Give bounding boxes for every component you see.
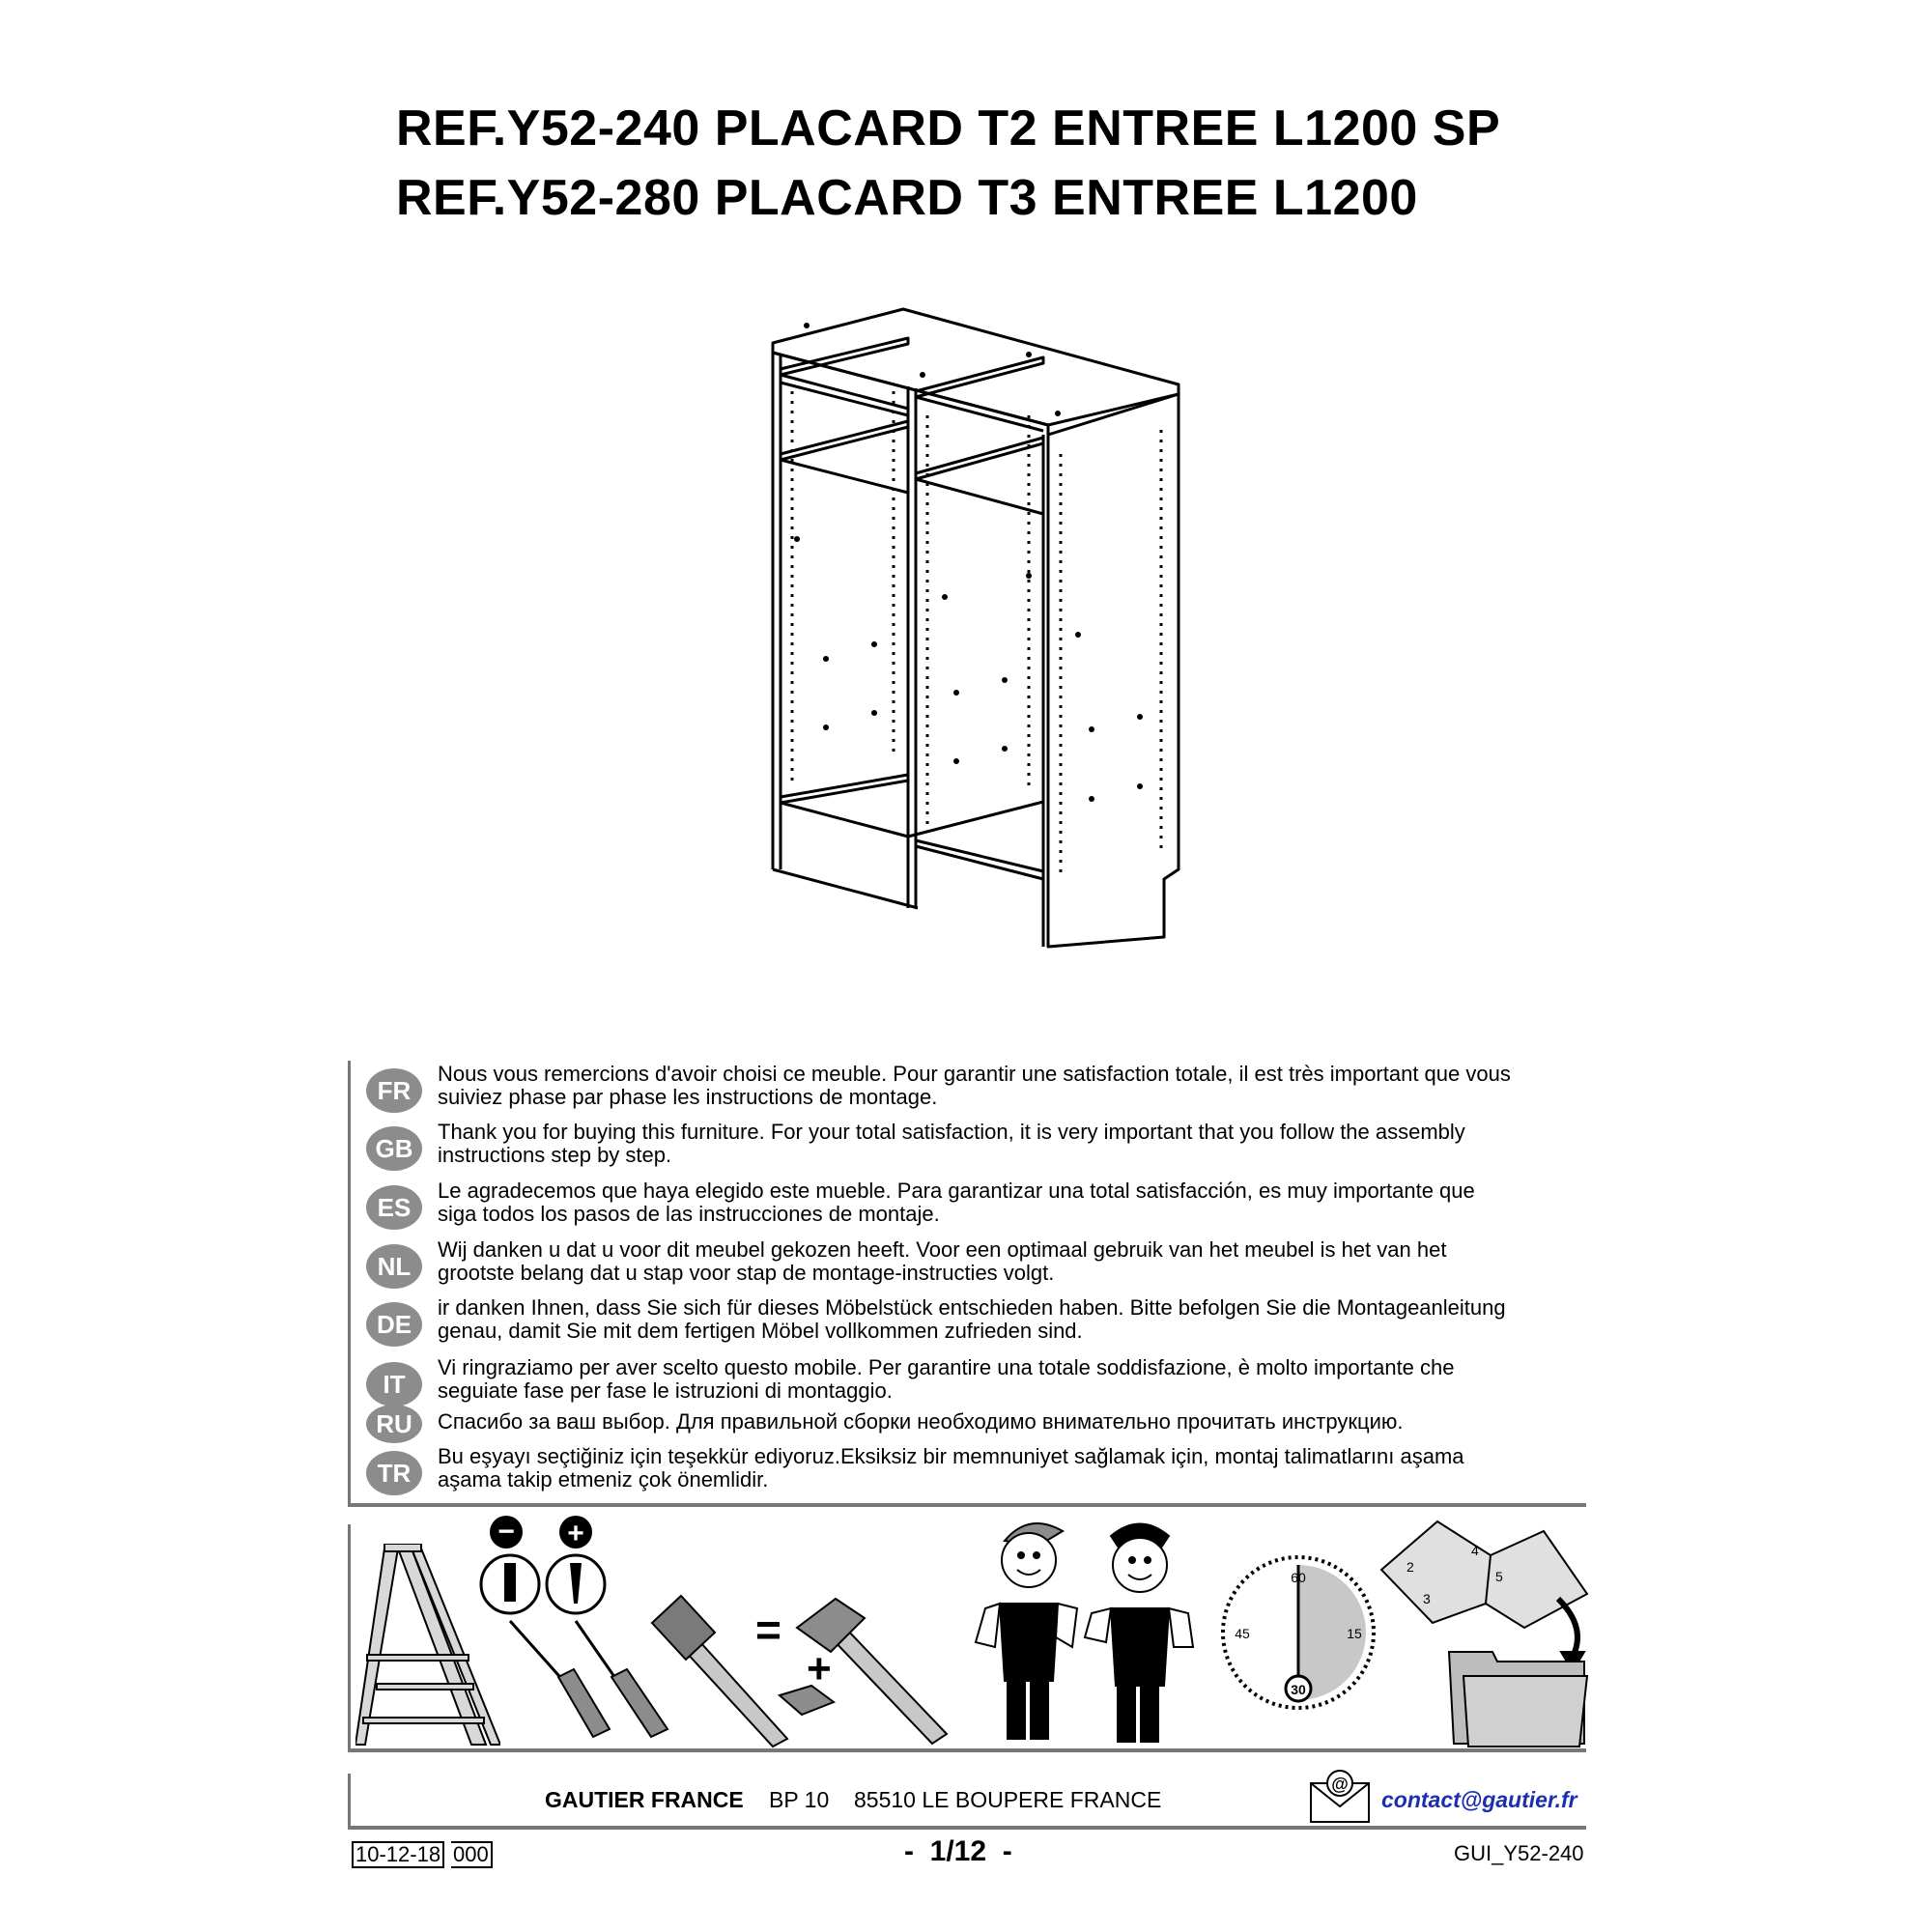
language-badge-nl: NL <box>366 1244 422 1289</box>
clock-label-15: 15 <box>1347 1626 1362 1641</box>
language-badge-fr: FR <box>366 1068 422 1113</box>
clock-label-45: 45 <box>1235 1626 1250 1641</box>
language-text-it-line2: seguiate fase per fase le istruzioni di montaggio. <box>438 1378 893 1403</box>
language-badge-gb: GB <box>366 1126 422 1171</box>
footer-revision: 000 <box>451 1841 493 1868</box>
booklet-page-3: 3 <box>1423 1591 1431 1606</box>
language-badge-es: ES <box>366 1185 422 1230</box>
document-code: GUI_Y52-240 <box>1454 1841 1584 1865</box>
language-text-fr-line1: Nous vous remercions d'avoir choisi ce meuble. Pour garantir une satisfaction totale, il est très important que vous <box>438 1062 1511 1086</box>
page-number: - 1/12 - <box>904 1835 1012 1867</box>
clock-label-60: 60 <box>1291 1570 1306 1585</box>
plus-sign: + <box>567 1518 584 1549</box>
title-line-2: REF.Y52-280 PLACARD T3 ENTREE L1200 <box>396 170 1418 226</box>
contact-email-link[interactable]: contact@gautier.fr <box>1381 1787 1577 1812</box>
language-text-ru-line1: Спасибо за ваш выбор. Для правильной сборки необходимо внимательно прочитать инструкцию. <box>438 1409 1404 1434</box>
language-text-tr-line2: aşama takip etmeniz çok önemlidir. <box>438 1467 769 1492</box>
language-text-nl-line1: Wij danken u dat u voor dit meubel gekozen heeft. Voor een optimaal gebruik van het meubel is het van het <box>438 1237 1447 1262</box>
language-text-de-line2: genau, damit Sie mit dem fertigen Möbel vollkommen zufrieden sind. <box>438 1319 1083 1343</box>
language-text-es-line2: siga todos los pasos de las instrucciones de montaje. <box>438 1202 940 1226</box>
language-text-gb-line1: Thank you for buying this furniture. For your total satisfaction, it is very important that you follow the assembly <box>438 1120 1465 1144</box>
workers-icon <box>971 1512 1212 1748</box>
clock-label-30: 30 <box>1291 1682 1306 1697</box>
hammer-plus-sign: + <box>807 1645 832 1692</box>
wardrobe-illustration <box>753 299 1198 956</box>
minus-sign: − <box>497 1516 515 1548</box>
language-text-es <box>438 1179 1577 1226</box>
language-text-it-line1: Vi ringraziamo per aver scelto questo mobile. Per garantire una totale soddisfazione, è molto importante che <box>438 1355 1455 1379</box>
language-badge-tr: TR <box>366 1451 422 1495</box>
language-text-fr-line2: suiviez phase par phase les instructions de montage. <box>438 1085 938 1109</box>
hammer-icon <box>778 1594 952 1748</box>
language-text-it <box>438 1356 1577 1403</box>
footer-date: 10-12-18 <box>352 1841 444 1868</box>
language-badge-de: DE <box>366 1302 422 1347</box>
language-text-fr <box>438 1063 1577 1109</box>
booklet-page-5: 5 <box>1495 1569 1503 1584</box>
language-text-nl-line2: grootste belang dat u stap voor stap de montage-instructies volgt. <box>438 1261 1055 1285</box>
language-text-gb-line2: instructions step by step. <box>438 1143 672 1167</box>
language-badge-ru: RU <box>366 1405 422 1443</box>
language-text-tr-line1: Bu eşyayı seçtiğiniz için teşekkür ediyoruz.Eksiksiz bir memnuniyet sağlamak için, montaj talimatlarını aşama <box>438 1444 1464 1468</box>
language-text-tr <box>438 1445 1577 1492</box>
equals-sign: = <box>755 1605 781 1655</box>
language-text-de <box>438 1296 1577 1343</box>
clock-icon <box>1219 1553 1378 1713</box>
po-box: BP 10 <box>769 1787 830 1812</box>
envelope-icon <box>1308 1770 1372 1824</box>
title-line-1: REF.Y52-240 PLACARD T2 ENTREE L1200 SP <box>396 100 1501 156</box>
language-text-de-line1: ir danken Ihnen, dass Sie sich für dieses Möbelstück entschieden haben. Bitte befolgen Sie die Montageanleitung <box>438 1295 1506 1320</box>
language-text-es-line1: Le agradecemos que haya elegido este mueble. Para garantizar una total satisfacción, es muy importante que <box>438 1179 1475 1203</box>
language-text-nl <box>438 1238 1577 1285</box>
booklet-page-4: 4 <box>1471 1543 1479 1558</box>
address: 85510 LE BOUPERE FRANCE <box>854 1787 1162 1812</box>
language-section <box>348 1061 1586 1507</box>
language-badge-it: IT <box>366 1362 422 1406</box>
language-text-gb <box>438 1121 1577 1167</box>
language-text-ru <box>438 1410 1577 1434</box>
folder-icon <box>1444 1647 1589 1748</box>
at-symbol: @ <box>1331 1775 1349 1794</box>
company-name: GAUTIER FRANCE <box>545 1787 744 1812</box>
booklet-page-2: 2 <box>1406 1559 1414 1575</box>
